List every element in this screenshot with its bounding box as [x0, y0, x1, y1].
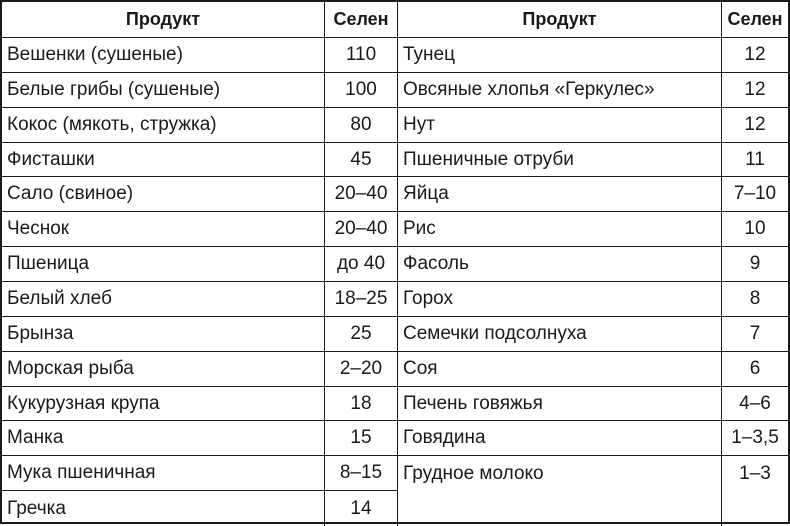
table-cell-value: 4–6	[722, 387, 788, 422]
table-cell-value: 12	[722, 38, 788, 73]
table-cell-product: Гречка	[2, 491, 325, 526]
table-cell-product: Брынза	[2, 317, 325, 352]
table-cell-value: 14	[325, 491, 398, 526]
table-cell-product: Тунец	[398, 38, 722, 73]
table-cell-product: Белый хлеб	[2, 282, 325, 317]
table-cell-product: Яйца	[398, 177, 722, 212]
table-cell-product: Грудное молоко	[398, 456, 722, 491]
header-selenium-left: Селен	[325, 2, 398, 38]
table-cell-product: Печень говяжья	[398, 387, 722, 422]
table-cell-product: Морская рыба	[2, 352, 325, 387]
table-cell-product: Вешенки (сушеные)	[2, 38, 325, 73]
table-cell-product: Фасоль	[398, 247, 722, 282]
table-cell-value: 7	[722, 317, 788, 352]
table-cell-value: 20–40	[325, 212, 398, 247]
table-cell-product: Рис	[398, 212, 722, 247]
table-cell-product: Кокос (мякоть, стружка)	[2, 108, 325, 143]
table-cell-product: Горох	[398, 282, 722, 317]
table-cell-value: 1–3,5	[722, 421, 788, 456]
table-cell-value: 8–15	[325, 456, 398, 491]
table-cell-product: Пшеничные отруби	[398, 143, 722, 178]
table-cell-value: 11	[722, 143, 788, 178]
table-cell-value: 110	[325, 38, 398, 73]
table-cell-value: 1–3	[739, 462, 771, 484]
table-cell-product: Белые грибы (сушеные)	[2, 73, 325, 108]
table-cell-value: 45	[325, 143, 398, 178]
table-cell-value: 8	[722, 282, 788, 317]
table-cell-product: Говядина	[398, 421, 722, 456]
table-cell-value: 100	[325, 73, 398, 108]
table-cell-value: 12	[722, 108, 788, 143]
table-cell-product: Фисташки	[2, 143, 325, 178]
table-cell-product: Пшеница	[2, 247, 325, 282]
table-cell-product: Сало (свиное)	[2, 177, 325, 212]
table-cell-value: 7–10	[722, 177, 788, 212]
table-cell-value: 18	[325, 387, 398, 422]
table-cell-product: Чеснок	[2, 212, 325, 247]
table-cell-value: 6	[722, 352, 788, 387]
table-cell-value: 12	[722, 73, 788, 108]
table-cell-product: Кукурузная крупа	[2, 387, 325, 422]
table-cell-product: Соя	[398, 352, 722, 387]
table-cell-empty	[398, 491, 722, 526]
table-cell-value: 20–40	[325, 177, 398, 212]
header-product-left: Продукт	[2, 2, 325, 38]
table-cell-value: 18–25	[325, 282, 398, 317]
table-cell-value: 2–20	[325, 352, 398, 387]
table-cell-product: Нут	[398, 108, 722, 143]
table-cell-product: Овсяные хлопья «Геркулес»	[398, 73, 722, 108]
table-cell-product: Семечки подсолнуха	[398, 317, 722, 352]
table-cell-value: 15	[325, 421, 398, 456]
table-cell-value: 25	[325, 317, 398, 352]
table-cell-value: до 40	[325, 247, 398, 282]
table-cell-value: 80	[325, 108, 398, 143]
table-cell-value: 9	[722, 247, 788, 282]
table-cell-empty	[722, 491, 788, 526]
table-cell-value: 10	[722, 212, 788, 247]
header-selenium-right: Селен	[722, 2, 788, 38]
header-product-right: Продукт	[398, 2, 722, 38]
table-cell-product: Манка	[2, 421, 325, 456]
table-cell-product: Мука пшеничная	[2, 456, 325, 491]
